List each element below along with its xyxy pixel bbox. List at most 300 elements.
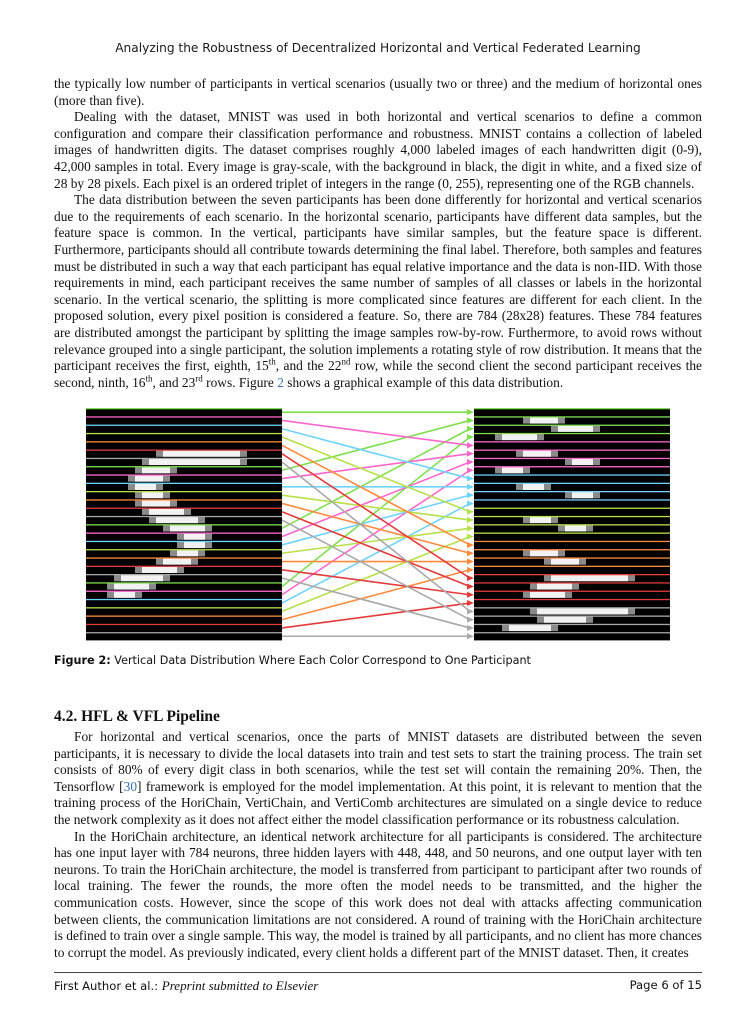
left-row-line — [86, 433, 282, 434]
arrow-head — [467, 575, 474, 581]
right-digit-pixel — [516, 451, 523, 457]
left-digit-pixel — [163, 525, 170, 531]
right-digit-pixel — [572, 558, 579, 564]
paragraph-continuation: the typically low number of participants in vertical scenarios (usually two or three) and the medium of horizontal ones (more than five). — [54, 76, 702, 108]
left-digit-pixel — [156, 459, 163, 465]
right-digit-pixel — [502, 467, 509, 473]
left-digit-pixel — [156, 517, 163, 523]
right-digit-pixel — [530, 484, 537, 490]
left-digit-pixel — [233, 459, 240, 465]
arrow-head — [467, 492, 474, 498]
left-digit-pixel — [149, 517, 156, 523]
arrow-head — [467, 459, 474, 465]
right-digit-pixel — [586, 617, 593, 623]
left-digit-pixel — [191, 459, 198, 465]
left-digit-pixel — [205, 451, 212, 457]
right-digit-pixel — [607, 608, 614, 614]
left-digit-pixel — [163, 492, 170, 498]
arrow-head — [467, 426, 474, 432]
arrow-head — [467, 509, 474, 515]
left-digit-pixel — [135, 467, 142, 473]
left-digit-pixel — [142, 492, 149, 498]
left-digit-pixel — [191, 558, 198, 564]
right-digit-pixel — [495, 434, 502, 440]
left-digit-pixel — [156, 500, 163, 506]
right-digit-pixel — [502, 434, 509, 440]
right-row-line — [474, 433, 670, 434]
left-digit-pixel — [149, 567, 156, 573]
left-digit-pixel — [149, 492, 156, 498]
left-digit-pixel — [149, 583, 156, 589]
right-digit-pixel — [579, 492, 586, 498]
right-digit-pixel — [530, 550, 537, 556]
left-digit-pixel — [205, 534, 212, 540]
right-digit-pixel — [558, 426, 565, 432]
right-digit-pixel — [544, 575, 551, 581]
right-digit-pixel — [586, 608, 593, 614]
left-row-line — [86, 491, 282, 492]
right-digit-pixel — [523, 517, 530, 523]
left-digit-pixel — [114, 592, 121, 598]
right-digit-pixel — [530, 608, 537, 614]
figure-vertical-distribution — [86, 406, 670, 644]
left-digit-pixel — [163, 467, 170, 473]
left-digit-pixel — [114, 575, 121, 581]
left-row-line — [86, 632, 282, 633]
right-row-line — [474, 566, 670, 567]
left-digit-pixel — [149, 467, 156, 473]
right-digit-pixel — [551, 608, 558, 614]
right-digit-pixel — [572, 617, 579, 623]
right-digit-pixel — [530, 517, 537, 523]
right-digit-pixel — [544, 608, 551, 614]
left-digit-pixel — [170, 550, 177, 556]
right-digit-pixel — [614, 575, 621, 581]
footer-author: First Author et al.: Preprint submitted to Elsevier — [54, 978, 319, 993]
right-digit-pixel — [495, 467, 502, 473]
citation-link[interactable]: 30 — [123, 778, 138, 794]
left-digit-pixel — [233, 451, 240, 457]
section-text-block — [54, 729, 702, 961]
right-digit-pixel — [572, 459, 579, 465]
arrow-head — [467, 417, 474, 423]
right-row-line — [474, 499, 670, 500]
right-digit-pixel — [565, 492, 572, 498]
left-digit-pixel — [128, 592, 135, 598]
arrow-head — [467, 500, 474, 506]
left-row-line — [86, 516, 282, 517]
left-digit-pixel — [177, 558, 184, 564]
footer-rule — [54, 972, 702, 973]
left-digit-pixel — [135, 475, 142, 481]
left-digit-pixel — [121, 583, 128, 589]
figure-reference-link[interactable]: 2 — [277, 374, 284, 390]
right-row-line — [474, 425, 670, 426]
right-row-line — [474, 541, 670, 542]
left-digit-pixel — [149, 475, 156, 481]
right-row-line — [474, 557, 670, 558]
left-row-line — [86, 483, 282, 484]
left-row-line — [86, 458, 282, 459]
right-digit-pixel — [530, 625, 537, 631]
right-digit-pixel — [523, 434, 530, 440]
right-digit-pixel — [537, 592, 544, 598]
right-digit-pixel — [544, 484, 551, 490]
right-digit-pixel — [551, 575, 558, 581]
right-digit-pixel — [572, 583, 579, 589]
left-digit-pixel — [135, 583, 142, 589]
left-digit-pixel — [170, 467, 177, 473]
right-digit-pixel — [537, 617, 544, 623]
left-digit-pixel — [177, 509, 184, 515]
left-digit-pixel — [121, 592, 128, 598]
right-digit-pixel — [523, 417, 530, 423]
right-row-line — [474, 416, 670, 417]
left-digit-pixel — [226, 459, 233, 465]
left-digit-pixel — [170, 459, 177, 465]
right-digit-pixel — [537, 608, 544, 614]
arrow-head — [467, 517, 474, 523]
mapping-arrow — [282, 520, 470, 620]
right-digit-pixel — [523, 467, 530, 473]
left-digit-pixel — [156, 575, 163, 581]
right-digit-pixel — [551, 592, 558, 598]
right-digit-pixel — [607, 575, 614, 581]
right-digit-pixel — [544, 583, 551, 589]
left-digit-pixel — [163, 558, 170, 564]
left-digit-pixel — [156, 567, 163, 573]
right-digit-pixel — [530, 592, 537, 598]
section-heading: 4.2. HFL & VFL Pipeline — [54, 708, 220, 725]
right-digit-pixel — [558, 575, 565, 581]
left-digit-pixel — [226, 451, 233, 457]
left-row-line — [86, 574, 282, 575]
right-row-line — [474, 624, 670, 625]
right-digit-pixel — [551, 417, 558, 423]
arrow-head — [467, 625, 474, 631]
arrow-head — [467, 434, 474, 440]
right-digit-pixel — [558, 592, 565, 598]
right-digit-pixel — [565, 608, 572, 614]
left-digit-pixel — [156, 467, 163, 473]
right-row-line — [474, 574, 670, 575]
right-digit-pixel — [516, 484, 523, 490]
right-digit-pixel — [558, 583, 565, 589]
left-row-line — [86, 466, 282, 467]
mapping-arrow — [282, 420, 470, 445]
left-digit-pixel — [170, 509, 177, 515]
right-digit-pixel — [516, 467, 523, 473]
right-digit-pixel — [558, 617, 565, 623]
left-digit-pixel — [170, 517, 177, 523]
left-digit-pixel — [191, 534, 198, 540]
arrow-head — [467, 409, 474, 415]
left-digit-pixel — [177, 550, 184, 556]
left-digit-pixel — [135, 592, 142, 598]
left-digit-pixel — [184, 558, 191, 564]
left-digit-pixel — [184, 534, 191, 540]
top-text-block — [54, 76, 702, 391]
left-row-line — [86, 599, 282, 600]
left-digit-pixel — [142, 459, 149, 465]
left-digit-pixel — [142, 484, 149, 490]
left-digit-pixel — [142, 509, 149, 515]
right-digit-pixel — [544, 451, 551, 457]
left-digit-pixel — [198, 542, 205, 548]
right-digit-pixel — [565, 575, 572, 581]
original-digit-image — [86, 408, 282, 640]
left-digit-pixel — [184, 525, 191, 531]
right-digit-pixel — [523, 484, 530, 490]
right-digit-pixel — [586, 426, 593, 432]
left-row-line — [86, 425, 282, 426]
left-row-line — [86, 549, 282, 550]
left-digit-pixel — [177, 525, 184, 531]
left-digit-pixel — [135, 484, 142, 490]
left-digit-pixel — [163, 451, 170, 457]
right-digit-pixel — [544, 625, 551, 631]
left-digit-pixel — [184, 517, 191, 523]
right-digit-pixel — [621, 575, 628, 581]
mapping-arrow — [282, 570, 470, 620]
right-digit-pixel — [523, 625, 530, 631]
right-digit-pixel — [593, 492, 600, 498]
right-digit-pixel — [621, 608, 628, 614]
right-digit-pixel — [628, 608, 635, 614]
left-digit-pixel — [170, 567, 177, 573]
left-digit-pixel — [135, 575, 142, 581]
right-digit-pixel — [551, 617, 558, 623]
right-digit-pixel — [586, 575, 593, 581]
left-digit-pixel — [128, 484, 135, 490]
right-digit-pixel — [579, 426, 586, 432]
arrow-head — [467, 476, 474, 482]
right-digit-pixel — [558, 417, 565, 423]
right-digit-pixel — [565, 459, 572, 465]
arrow-head — [467, 633, 474, 639]
left-digit-pixel — [219, 451, 226, 457]
right-digit-pixel — [544, 550, 551, 556]
left-digit-pixel — [184, 509, 191, 515]
left-digit-pixel — [156, 492, 163, 498]
right-digit-pixel — [551, 517, 558, 523]
left-digit-pixel — [149, 500, 156, 506]
right-digit-pixel — [537, 625, 544, 631]
arrow-head — [467, 617, 474, 623]
left-digit-pixel — [205, 525, 212, 531]
right-digit-pixel — [593, 459, 600, 465]
left-digit-pixel — [170, 525, 177, 531]
right-digit-pixel — [523, 451, 530, 457]
left-row-line — [86, 450, 282, 451]
right-digit-pixel — [537, 434, 544, 440]
right-row-line — [474, 616, 670, 617]
arrow-head — [467, 608, 474, 614]
mapping-arrow — [282, 420, 470, 470]
left-digit-pixel — [163, 459, 170, 465]
mapping-arrow — [282, 429, 470, 529]
left-digit-pixel — [170, 558, 177, 564]
right-digit-pixel — [586, 459, 593, 465]
left-digit-pixel — [142, 500, 149, 506]
left-row-line — [86, 441, 282, 442]
right-row-line — [474, 466, 670, 467]
left-digit-pixel — [128, 583, 135, 589]
paragraph-pipeline: For horizontal and vertical scenarios, once the parts of MNIST datasets are distributed between the seven participants, it is necessary to divide the local datasets into train and test sets to start the training process. The train set consists of 80% of every digit class in both scenarios, while the test set will contain the remaining 20%. Then, the Tensorflow [30] framework is employed for the model implementation. At this point, it is relevant to mention that the training process of the HoriChain, VertiChain, and VertiComb architectures are simulated on a single device to reduce the network complexity as it does not affect either the model classification performance or its robustness calculation. — [54, 729, 702, 827]
left-digit-pixel — [156, 484, 163, 490]
right-digit-pixel — [523, 592, 530, 598]
right-digit-pixel — [509, 625, 516, 631]
left-digit-pixel — [191, 517, 198, 523]
left-digit-pixel — [142, 467, 149, 473]
left-digit-pixel — [240, 459, 247, 465]
left-digit-pixel — [198, 517, 205, 523]
right-digit-pixel — [544, 592, 551, 598]
left-row-line — [86, 541, 282, 542]
right-digit-pixel — [579, 558, 586, 564]
arrow-head — [467, 484, 474, 490]
right-digit-pixel — [579, 608, 586, 614]
redistributed-rows-image — [474, 408, 670, 640]
right-digit-pixel — [579, 575, 586, 581]
left-digit-pixel — [177, 459, 184, 465]
right-digit-pixel — [509, 467, 516, 473]
right-digit-pixel — [502, 625, 509, 631]
right-digit-pixel — [572, 492, 579, 498]
right-row-line — [474, 582, 670, 583]
right-digit-pixel — [530, 417, 537, 423]
left-digit-pixel — [163, 517, 170, 523]
right-row-line — [474, 408, 670, 409]
left-digit-pixel — [198, 534, 205, 540]
left-digit-pixel — [149, 575, 156, 581]
right-digit-pixel — [600, 575, 607, 581]
left-digit-pixel — [198, 459, 205, 465]
right-row-line — [474, 549, 670, 550]
left-digit-pixel — [198, 550, 205, 556]
left-digit-pixel — [219, 459, 226, 465]
right-digit-pixel — [551, 426, 558, 432]
left-digit-pixel — [142, 475, 149, 481]
right-row-line — [474, 524, 670, 525]
right-digit-pixel — [572, 608, 579, 614]
left-digit-pixel — [198, 451, 205, 457]
mapping-arrow — [282, 603, 470, 628]
right-row-line — [474, 607, 670, 608]
left-digit-pixel — [128, 475, 135, 481]
left-row-line — [86, 616, 282, 617]
paragraph-horichain: In the HoriChain architecture, an identical network architecture for all participants is considered. The architecture has one input layer with 784 neurons, three hidden layers with 448, 448, and 50 neurons, and one output layer with ten neurons. To train the HoriChain architecture, the model is transferred from participant to participant after two rounds of local training. The fewer the rounds, the more often the model needs to be transmitted, and the higher the communication costs. However, since the scope of this work does not deal with attacks affecting communication between clients, the communication limitations are not considered. A round of training with the HoriChain architecture is defined to train over a single sample. This way, the model is trained by all participants, and no client has more chances to corrupt the model. As previously indicated, every client holds a different part of the MNIST dataset. Then, it creates — [54, 828, 702, 960]
left-digit-pixel — [184, 451, 191, 457]
left-digit-pixel — [107, 583, 114, 589]
right-digit-pixel — [565, 426, 572, 432]
right-digit-pixel — [537, 484, 544, 490]
right-digit-pixel — [537, 517, 544, 523]
right-digit-pixel — [551, 550, 558, 556]
right-digit-pixel — [565, 525, 572, 531]
left-digit-pixel — [149, 509, 156, 515]
right-digit-pixel — [523, 550, 530, 556]
right-row-line — [474, 474, 670, 475]
right-digit-pixel — [537, 451, 544, 457]
left-row-line — [86, 607, 282, 608]
right-digit-pixel — [544, 417, 551, 423]
running-title: Analyzing the Robustness of Decentralized Horizontal and Vertical Federated Learning — [115, 41, 641, 55]
right-digit-pixel — [516, 434, 523, 440]
arrow-head — [467, 451, 474, 457]
left-row-line — [86, 474, 282, 475]
right-digit-pixel — [530, 434, 537, 440]
arrow-head — [467, 567, 474, 573]
left-digit-pixel — [191, 451, 198, 457]
right-digit-pixel — [530, 583, 537, 589]
left-row-line — [86, 416, 282, 417]
left-digit-pixel — [163, 475, 170, 481]
right-digit-pixel — [509, 434, 516, 440]
left-row-line — [86, 533, 282, 534]
right-digit-pixel — [516, 625, 523, 631]
right-digit-pixel — [614, 608, 621, 614]
left-digit-pixel — [170, 451, 177, 457]
left-digit-pixel — [135, 567, 142, 573]
mapping-arrow — [282, 578, 470, 628]
arrow-head — [467, 583, 474, 589]
left-digit-pixel — [191, 542, 198, 548]
left-digit-pixel — [198, 525, 205, 531]
right-digit-pixel — [537, 550, 544, 556]
left-row-line — [86, 591, 282, 592]
arrow-head — [467, 442, 474, 448]
left-digit-pixel — [184, 550, 191, 556]
left-row-line — [86, 566, 282, 567]
left-row-line — [86, 408, 282, 409]
right-digit-pixel — [551, 625, 558, 631]
left-digit-pixel — [114, 583, 121, 589]
right-digit-pixel — [600, 608, 607, 614]
left-digit-pixel — [135, 500, 142, 506]
right-digit-pixel — [558, 558, 565, 564]
right-row-line — [474, 508, 670, 509]
right-digit-pixel — [593, 608, 600, 614]
left-digit-pixel — [142, 575, 149, 581]
right-row-line — [474, 533, 670, 534]
left-digit-pixel — [163, 500, 170, 506]
left-digit-pixel — [184, 542, 191, 548]
left-digit-pixel — [149, 459, 156, 465]
left-digit-pixel — [156, 558, 163, 564]
right-digit-pixel — [530, 451, 537, 457]
left-row-line — [86, 499, 282, 500]
right-row-line — [474, 458, 670, 459]
left-digit-pixel — [142, 567, 149, 573]
right-digit-pixel — [544, 617, 551, 623]
arrow-head — [467, 600, 474, 606]
mapping-arrow — [282, 429, 470, 479]
right-digit-pixel — [586, 492, 593, 498]
right-digit-pixel — [579, 459, 586, 465]
right-row-line — [474, 591, 670, 592]
right-row-line — [474, 599, 670, 600]
right-row-line — [474, 483, 670, 484]
left-row-line — [86, 582, 282, 583]
left-row-line — [86, 624, 282, 625]
arrow-head — [467, 542, 474, 548]
right-digit-pixel — [572, 426, 579, 432]
arrow-head — [467, 592, 474, 598]
right-digit-pixel — [537, 417, 544, 423]
right-digit-pixel — [544, 558, 551, 564]
right-digit-pixel — [593, 575, 600, 581]
